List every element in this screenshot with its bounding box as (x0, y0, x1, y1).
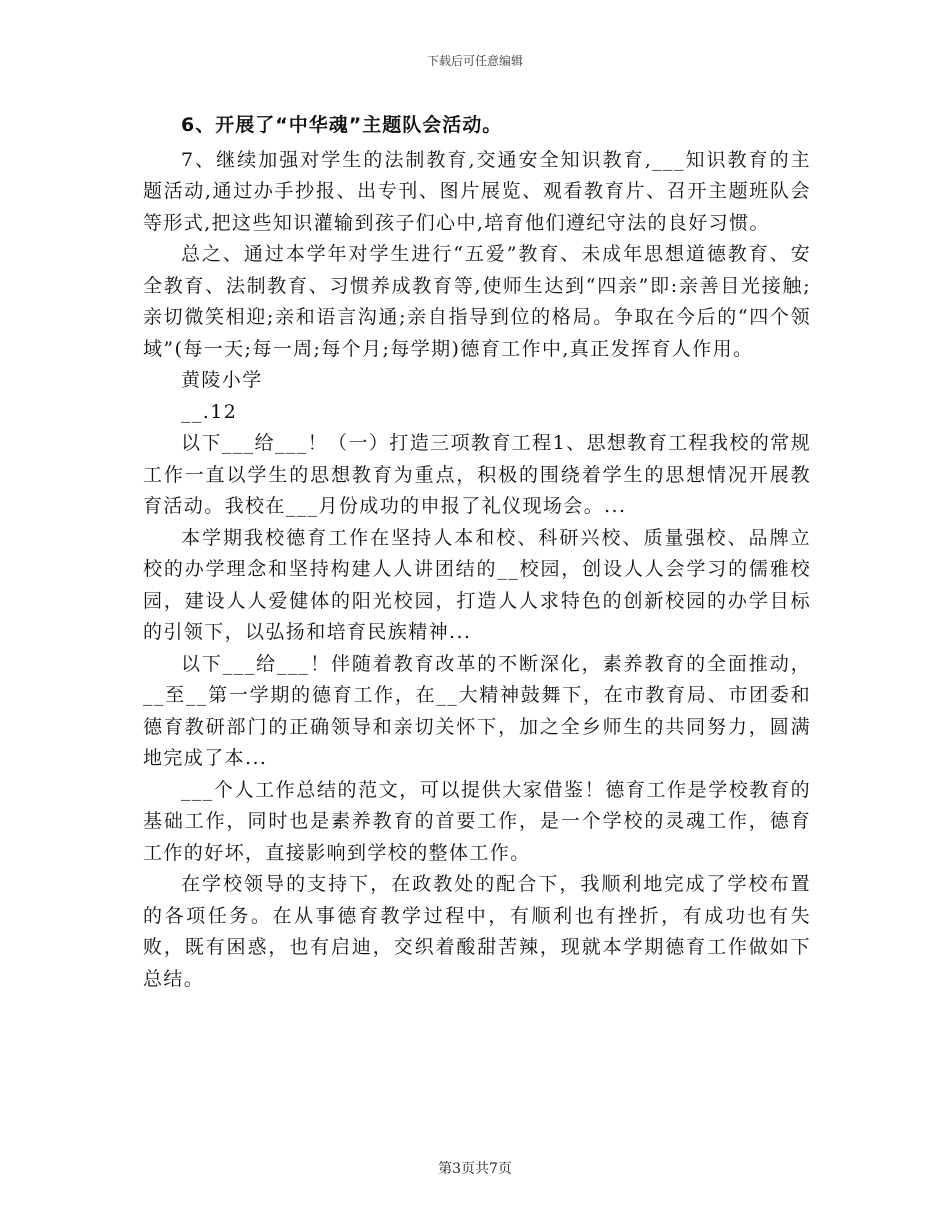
section-heading: 6、开展了“中华魂”主题队会活动。 (181, 114, 503, 136)
paragraph: 本学期我校德育工作在坚持人本和校、科研兴校、质量强校、品牌立校的办学理念和坚持构建人人讲团结的__校园，创设人人会学习的儒雅校园，建设人人爱健体的阳光校园，打造人人求特色的创新校园的办学目标的引领下，以弘扬和培育民族精神... (143, 526, 811, 643)
paragraph: 总之、通过本学年对学生进行“五爱”教育、未成年思想道德教育、安全教育、法制教育、习惯养成教育等,使师生达到“四亲”即:亲善目光接触;亲切微笑相迎;亲和语言沟通;亲自指导到位的格局。争取在今后的“四个领域”(每一天;每一周;每个月;每学期)德育工作中,真正发挥育人作用。 (143, 243, 811, 360)
paragraph: 以下___给___！（一）打造三项教育工程1、思想教育工程我校的常规工作一直以学生的思想教育为重点，积极的围绕着学生的思想情况开展教育活动。我校在___月份成功的申报了礼仪现场会。... (143, 432, 811, 517)
paragraph: 以下___给___！伴随着教育改革的不断深化，素养教育的全面推动，__至__第一学期的德育工作，在__大精神鼓舞下，在市教育局、市团委和德育教研部门的正确领导和亲切关怀下，加之全乡师生的共同努力，圆满地完成了本... (143, 652, 811, 769)
paragraph: 在学校领导的支持下，在政教处的配合下，我顺利地完成了学校布置的各项任务。在从事德育教学过程中，有顺利也有挫折，有成功也有失败，既有困惑，也有启迪，交织着酸甜苦辣，现就本学期德育工作做如下总结。 (143, 873, 811, 990)
document-date: __.12 (181, 400, 238, 423)
page-footer: 第3页共7页 (438, 1161, 512, 1177)
paragraph: ___个人工作总结的范文，可以提供大家借鉴！德育工作是学校教育的基础工作，同时也是素养教育的首要工作，是一个学校的灵魂工作，德育工作的好坏，直接影响到学校的整体工作。 (143, 778, 811, 864)
school-signature: 黄陵小学 (181, 369, 263, 391)
document-body (143, 110, 811, 995)
page-header: 下载后可任意编辑 (426, 54, 523, 68)
paragraph: 7、继续加强对学生的法制教育,交通安全知识教育,___知识教育的主题活动,通过办手抄报、出专刊、图片展览、观看教育片、召开主题班队会等形式,把这些知识灌输到孩子们心中,培育他们遵纪守法的良好习惯。 (143, 148, 811, 234)
